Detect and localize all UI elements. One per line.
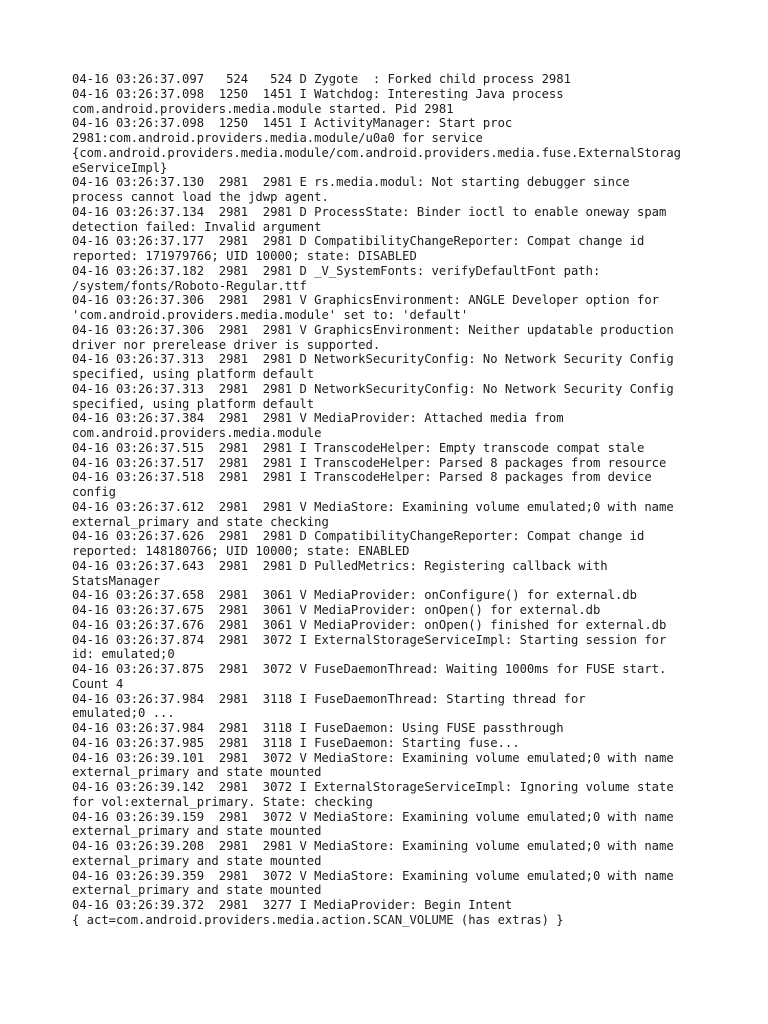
log-line: 04-16 03:26:39.372 2981 3277 I MediaProvider: Begin Intent bbox=[72, 898, 513, 912]
log-line: process cannot load the jdwp agent. bbox=[72, 190, 329, 204]
log-line: 04-16 03:26:37.306 2981 2981 V GraphicsEnvironment: Neither updatable production bbox=[72, 322, 674, 337]
log-line: 04-16 03:26:37.097 524 524 D Zygote : Forked child process 2981 bbox=[72, 72, 571, 86]
log-line: { act=com.android.providers.media.action.SCAN_VOLUME (has extras) } bbox=[72, 912, 564, 927]
log-line: external_primary and state checking bbox=[72, 514, 329, 529]
log-line: external_primary and state mounted bbox=[72, 765, 322, 780]
log-line: 2981:com.android.providers.media.module/u0a0 for service bbox=[72, 131, 483, 145]
log-line: specified, using platform default bbox=[72, 367, 315, 381]
log-line: 04-16 03:26:37.098 1250 1451 I Watchdog: Interesting Java process bbox=[72, 86, 564, 101]
log-line: 04-16 03:26:37.177 2981 2981 D CompatibilityChangeReporter: Compat change id bbox=[72, 234, 645, 249]
log-line: 04-16 03:26:37.518 2981 2981 I TranscodeHelper: Parsed 8 packages from device bbox=[72, 470, 652, 485]
log-line: 04-16 03:26:39.208 2981 2981 V MediaStore: Examining volume emulated;0 with name bbox=[72, 839, 674, 853]
log-line: Count 4 bbox=[72, 676, 124, 691]
log-line: reported: 171979766; UID 10000; state: DISABLED bbox=[72, 249, 417, 263]
log-line: 04-16 03:26:37.130 2981 2981 E rs.media.modul: Not starting debugger since bbox=[72, 175, 630, 190]
log-line: 04-16 03:26:39.159 2981 3072 V MediaStore: Examining volume emulated;0 with name bbox=[72, 809, 674, 824]
log-line: external_primary and state mounted bbox=[72, 883, 322, 898]
log-line: 04-16 03:26:37.313 2981 2981 D NetworkSecurityConfig: No Network Security Config bbox=[72, 352, 674, 367]
log-line: 04-16 03:26:37.643 2981 2981 D PulledMetrics: Registering callback with bbox=[72, 558, 608, 573]
log-line: com.android.providers.media.module bbox=[72, 426, 322, 440]
log-line: 04-16 03:26:37.875 2981 3072 V FuseDaemonThread: Waiting 1000ms for FUSE start. bbox=[72, 662, 667, 676]
log-line: config bbox=[72, 485, 117, 499]
log-line: 04-16 03:26:37.985 2981 3118 I FuseDaemon: Starting fuse... bbox=[72, 735, 520, 750]
log-line: driver nor prerelease driver is supported. bbox=[72, 337, 381, 352]
log-document bbox=[72, 72, 712, 928]
log-line: 04-16 03:26:39.359 2981 3072 V MediaStore: Examining volume emulated;0 with name bbox=[72, 868, 674, 883]
log-line: /system/fonts/Roboto-Regular.ttf bbox=[72, 278, 307, 293]
log-line: reported: 148180766; UID 10000; state: ENABLED bbox=[72, 544, 410, 558]
log-line: 04-16 03:26:39.101 2981 3072 V MediaStore: Examining volume emulated;0 with name bbox=[72, 750, 674, 765]
log-line: 04-16 03:26:37.306 2981 2981 V GraphicsEnvironment: ANGLE Developer option for bbox=[72, 293, 659, 308]
log-line: 04-16 03:26:37.134 2981 2981 D ProcessState: Binder ioctl to enable oneway spam bbox=[72, 204, 667, 219]
log-line: 04-16 03:26:37.874 2981 3072 I ExternalStorageServiceImpl: Starting session for bbox=[72, 632, 667, 647]
log-line: 04-16 03:26:39.142 2981 3072 I ExternalStorageServiceImpl: Ignoring volume state bbox=[72, 780, 674, 794]
log-line: 04-16 03:26:37.612 2981 2981 V MediaStore: Examining volume emulated;0 with name bbox=[72, 499, 674, 514]
log-line: 04-16 03:26:37.098 1250 1451 I ActivityManager: Start proc bbox=[72, 116, 513, 131]
log-line: eServiceImpl} bbox=[72, 160, 168, 175]
log-line: 04-16 03:26:37.182 2981 2981 D _V_SystemFonts: verifyDefaultFont path: bbox=[72, 263, 601, 278]
log-line: 04-16 03:26:37.984 2981 3118 I FuseDaemon: Using FUSE passthrough bbox=[72, 721, 564, 735]
log-line: emulated;0 ... bbox=[72, 706, 175, 721]
log-line: detection failed: Invalid argument bbox=[72, 219, 322, 234]
log-line: 04-16 03:26:37.984 2981 3118 I FuseDaemonThread: Starting thread for bbox=[72, 691, 586, 706]
log-line: id: emulated;0 bbox=[72, 647, 175, 662]
log-line: 04-16 03:26:37.658 2981 3061 V MediaProvider: onConfigure() for external.db bbox=[72, 588, 637, 603]
log-line: 04-16 03:26:37.313 2981 2981 D NetworkSecurityConfig: No Network Security Config bbox=[72, 381, 674, 396]
log-line: external_primary and state mounted bbox=[72, 853, 322, 868]
log-line: external_primary and state mounted bbox=[72, 824, 322, 839]
log-line: 04-16 03:26:37.626 2981 2981 D CompatibilityChangeReporter: Compat change id bbox=[72, 529, 645, 544]
log-line: for vol:external_primary. State: checking bbox=[72, 794, 373, 809]
log-line: 'com.android.providers.media.module' set to: 'default' bbox=[72, 308, 469, 322]
log-line: 04-16 03:26:37.517 2981 2981 I TranscodeHelper: Parsed 8 packages from resource bbox=[72, 455, 667, 470]
log-line: com.android.providers.media.module started. Pid 2981 bbox=[72, 101, 454, 116]
log-line: 04-16 03:26:37.515 2981 2981 I TranscodeHelper: Empty transcode compat stale bbox=[72, 440, 645, 455]
log-line: StatsManager bbox=[72, 573, 161, 588]
log-line: 04-16 03:26:37.676 2981 3061 V MediaProvider: onOpen() finished for external.db bbox=[72, 617, 667, 632]
log-line: 04-16 03:26:37.675 2981 3061 V MediaProvider: onOpen() for external.db bbox=[72, 603, 601, 617]
log-line: {com.android.providers.media.module/com.android.providers.media.fuse.ExternalStorag bbox=[72, 145, 682, 160]
log-line: 04-16 03:26:37.384 2981 2981 V MediaProvider: Attached media from bbox=[72, 411, 564, 426]
log-line: specified, using platform default bbox=[72, 396, 315, 411]
